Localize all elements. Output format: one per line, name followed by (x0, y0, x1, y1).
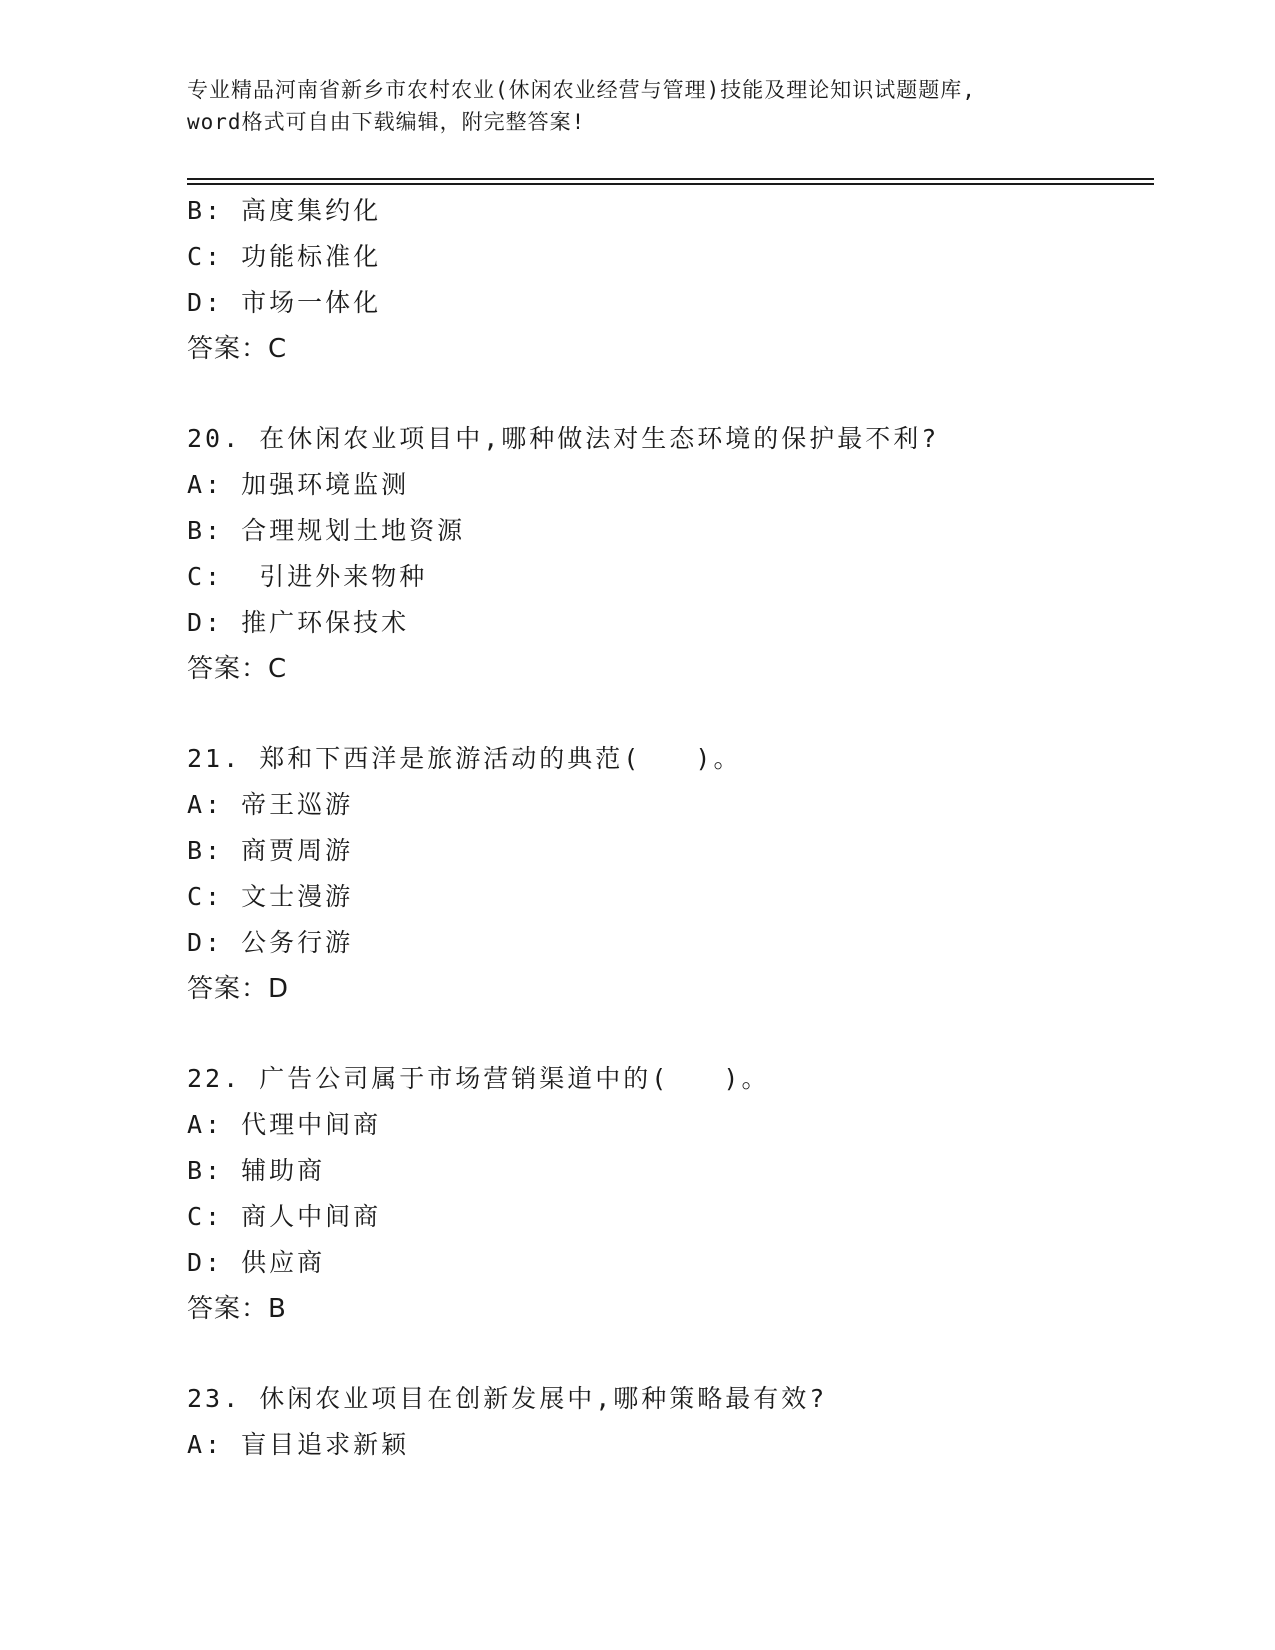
header-rule-bottom (187, 183, 1154, 185)
option-a: A: 帝王巡游 (187, 790, 354, 819)
document-header (187, 74, 1087, 138)
option-d: D: 市场一体化 (187, 288, 382, 317)
question-text: 21. 郑和下西洋是旅游活动的典范( )。 (187, 744, 742, 773)
option-a: A: 加强环境监测 (187, 470, 410, 499)
answer-line: 答案：C (187, 654, 288, 684)
option-d: D: 公务行游 (187, 928, 354, 957)
option-c: C: 功能标准化 (187, 242, 382, 271)
header-line-2: word格式可自由下载编辑，附完整答案! (187, 110, 586, 134)
question-list (187, 188, 1147, 1468)
question-21 (187, 736, 1147, 1012)
option-d: D: 供应商 (187, 1248, 326, 1277)
answer-line: 答案：C (187, 334, 288, 364)
option-a: A: 代理中间商 (187, 1110, 382, 1139)
question-text: 20. 在休闲农业项目中,哪种做法对生态环境的保护最不利? (187, 424, 940, 453)
question-20 (187, 416, 1147, 692)
question-text: 23. 休闲农业项目在创新发展中,哪种策略最有效? (187, 1384, 828, 1413)
question-text: 22. 广告公司属于市场营销渠道中的( )。 (187, 1064, 770, 1093)
question-23 (187, 1376, 1147, 1468)
option-b: B: 高度集约化 (187, 196, 382, 225)
option-c: C: 文士漫游 (187, 882, 354, 911)
option-b: B: 辅助商 (187, 1156, 326, 1185)
option-a: A: 盲目追求新颖 (187, 1430, 410, 1459)
question-22 (187, 1056, 1147, 1332)
question-19-continued (187, 188, 1147, 372)
header-line-1: 专业精品河南省新乡市农村农业(休闲农业经营与管理)技能及理论知识试题题库, (187, 78, 976, 102)
answer-line: 答案：D (187, 974, 290, 1004)
option-b: B: 商贾周游 (187, 836, 354, 865)
option-d: D: 推广环保技术 (187, 608, 410, 637)
option-b: B: 合理规划土地资源 (187, 516, 466, 545)
option-c: C: 引进外来物种 (187, 562, 428, 591)
header-rule-top (187, 178, 1154, 180)
option-c: C: 商人中间商 (187, 1202, 382, 1231)
answer-line: 答案：B (187, 1294, 287, 1324)
